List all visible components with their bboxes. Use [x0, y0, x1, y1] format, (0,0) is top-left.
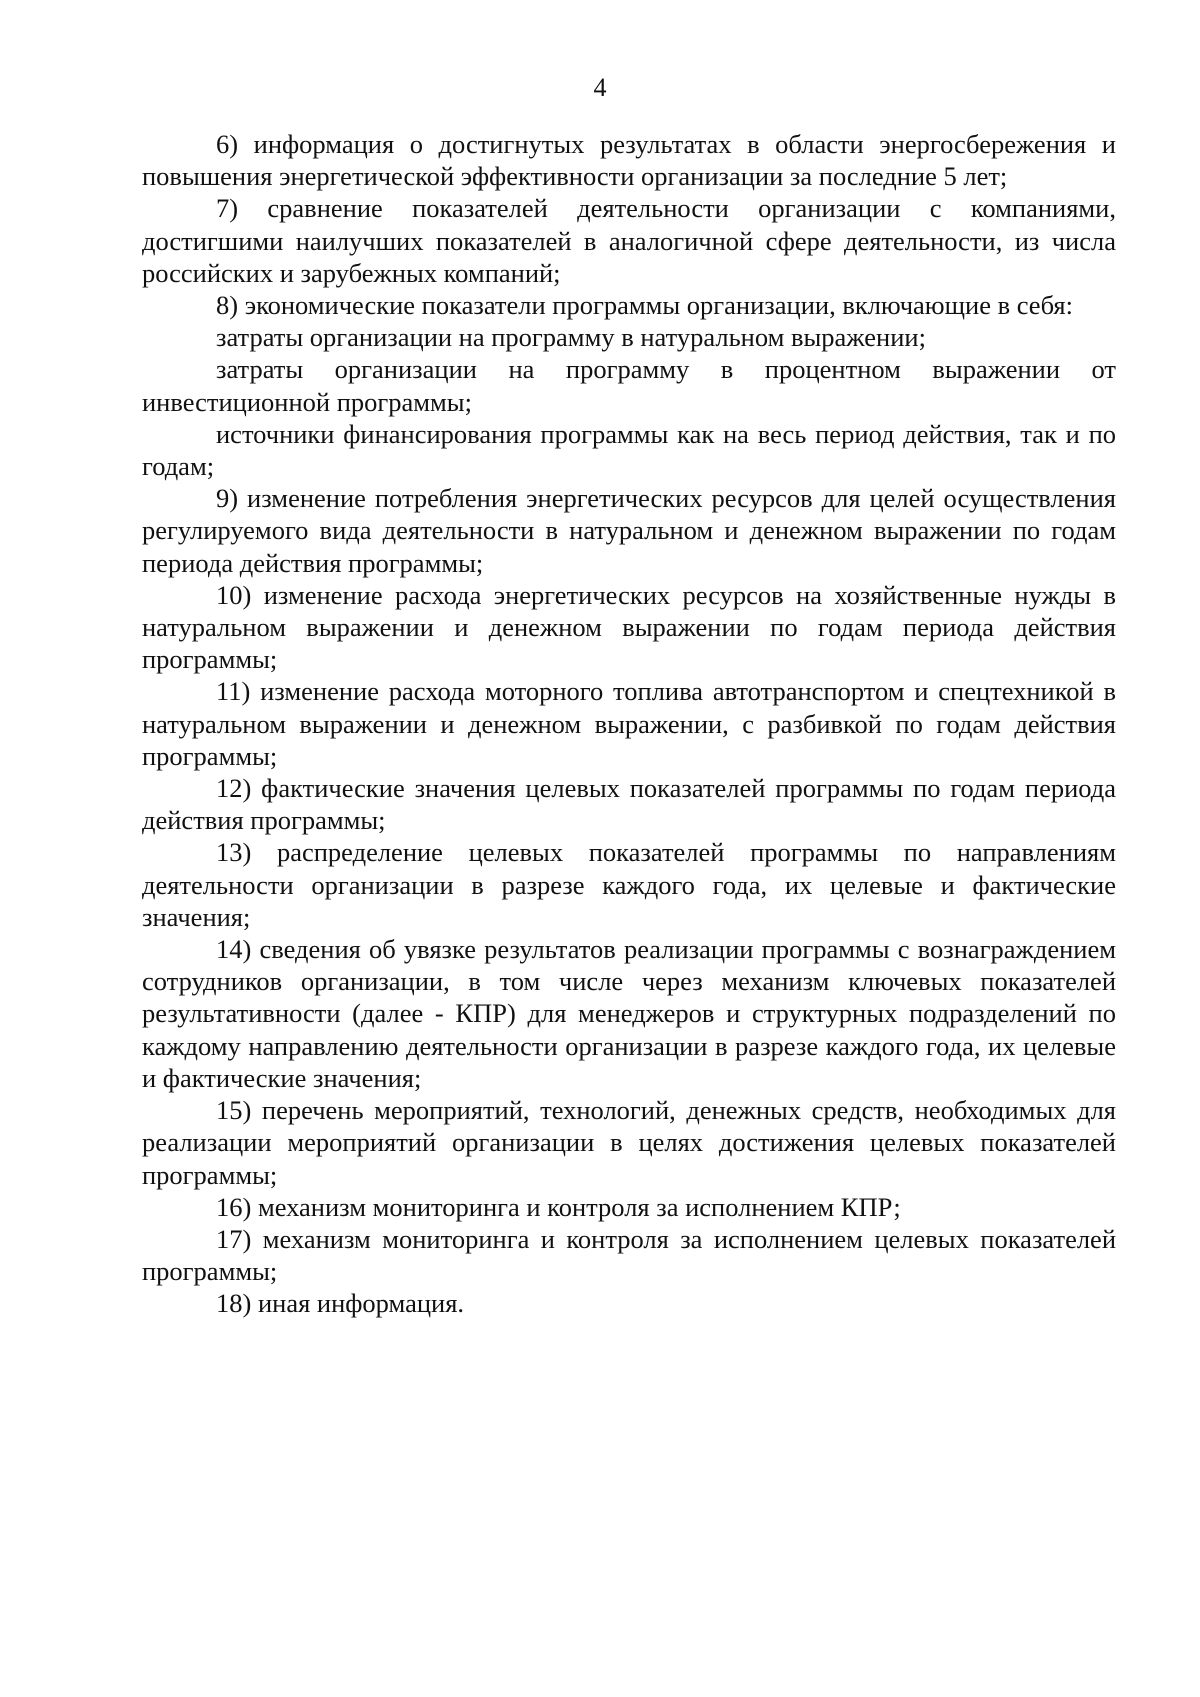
paragraph-item-13: 13) распределение целевых показателей программы по направлениям деятельности организации в разрезе каждого года, их целевые и фактические значения;: [142, 837, 1116, 932]
document-body: [142, 128, 1116, 1320]
paragraph-item-14: 14) сведения об увязке результатов реализации программы с вознаграждением сотрудников организации, в том числе через механизм ключевых показателей результативности (далее - КПР) для менеджеров и структурных подразделений по каждому направлению деятельности организации в разрезе каждого года, их целевые и фактические значения;: [142, 934, 1116, 1093]
paragraph-item-9: 9) изменение потребления энергетических ресурсов для целей осуществления регулируемого вида деятельности в натуральном и денежном выражении по годам периода действия программы;: [142, 483, 1116, 578]
paragraph-subitem-costs-natural: затраты организации на программу в натуральном выражении;: [216, 322, 926, 353]
paragraph-item-17: 17) механизм мониторинга и контроля за исполнением целевых показателей программы;: [142, 1223, 1116, 1287]
paragraph-item-11: 11) изменение расхода моторного топлива автотранспортом и спецтехникой в натуральном выражении и денежном выражении, с разбивкой по годам действия программы;: [142, 676, 1116, 771]
paragraph-item-10: 10) изменение расхода энергетических ресурсов на хозяйственные нужды в натуральном выражении и денежном выражении по годам периода действия программы;: [142, 579, 1116, 675]
page-number: 4: [593, 73, 607, 102]
paragraph-item-16: 16) механизм мониторинга и контроля за исполнением КПР;: [216, 1191, 901, 1222]
paragraph-item-8: 8) экономические показатели программы организации, включающие в себя:: [216, 290, 1073, 321]
paragraph-item-18: 18) иная информация.: [216, 1288, 465, 1319]
paragraph-item-7: 7) сравнение показателей деятельности организации с компаниями, достигшими наилучших показателей в аналогичной сфере деятельности, из числа российских и зарубежных компаний;: [142, 193, 1116, 288]
paragraph-item-15: 15) перечень мероприятий, технологий, денежных средств, необходимых для реализации мероприятий организации в целях достижения целевых показателей программы;: [142, 1095, 1116, 1190]
paragraph-subitem-funding-sources: источники финансирования программы как на весь период действия, так и по годам;: [142, 418, 1116, 482]
paragraph-subitem-costs-percent: затраты организации на программу в процентном выражении от инвестиционной программы;: [142, 354, 1116, 417]
paragraph-item-6: 6) информация о достигнутых результатах в области энергосбережения и повышения энергетической эффективности организации за последние 5 лет;: [142, 129, 1116, 192]
paragraph-item-12: 12) фактические значения целевых показателей программы по годам периода действия программы;: [142, 773, 1116, 836]
